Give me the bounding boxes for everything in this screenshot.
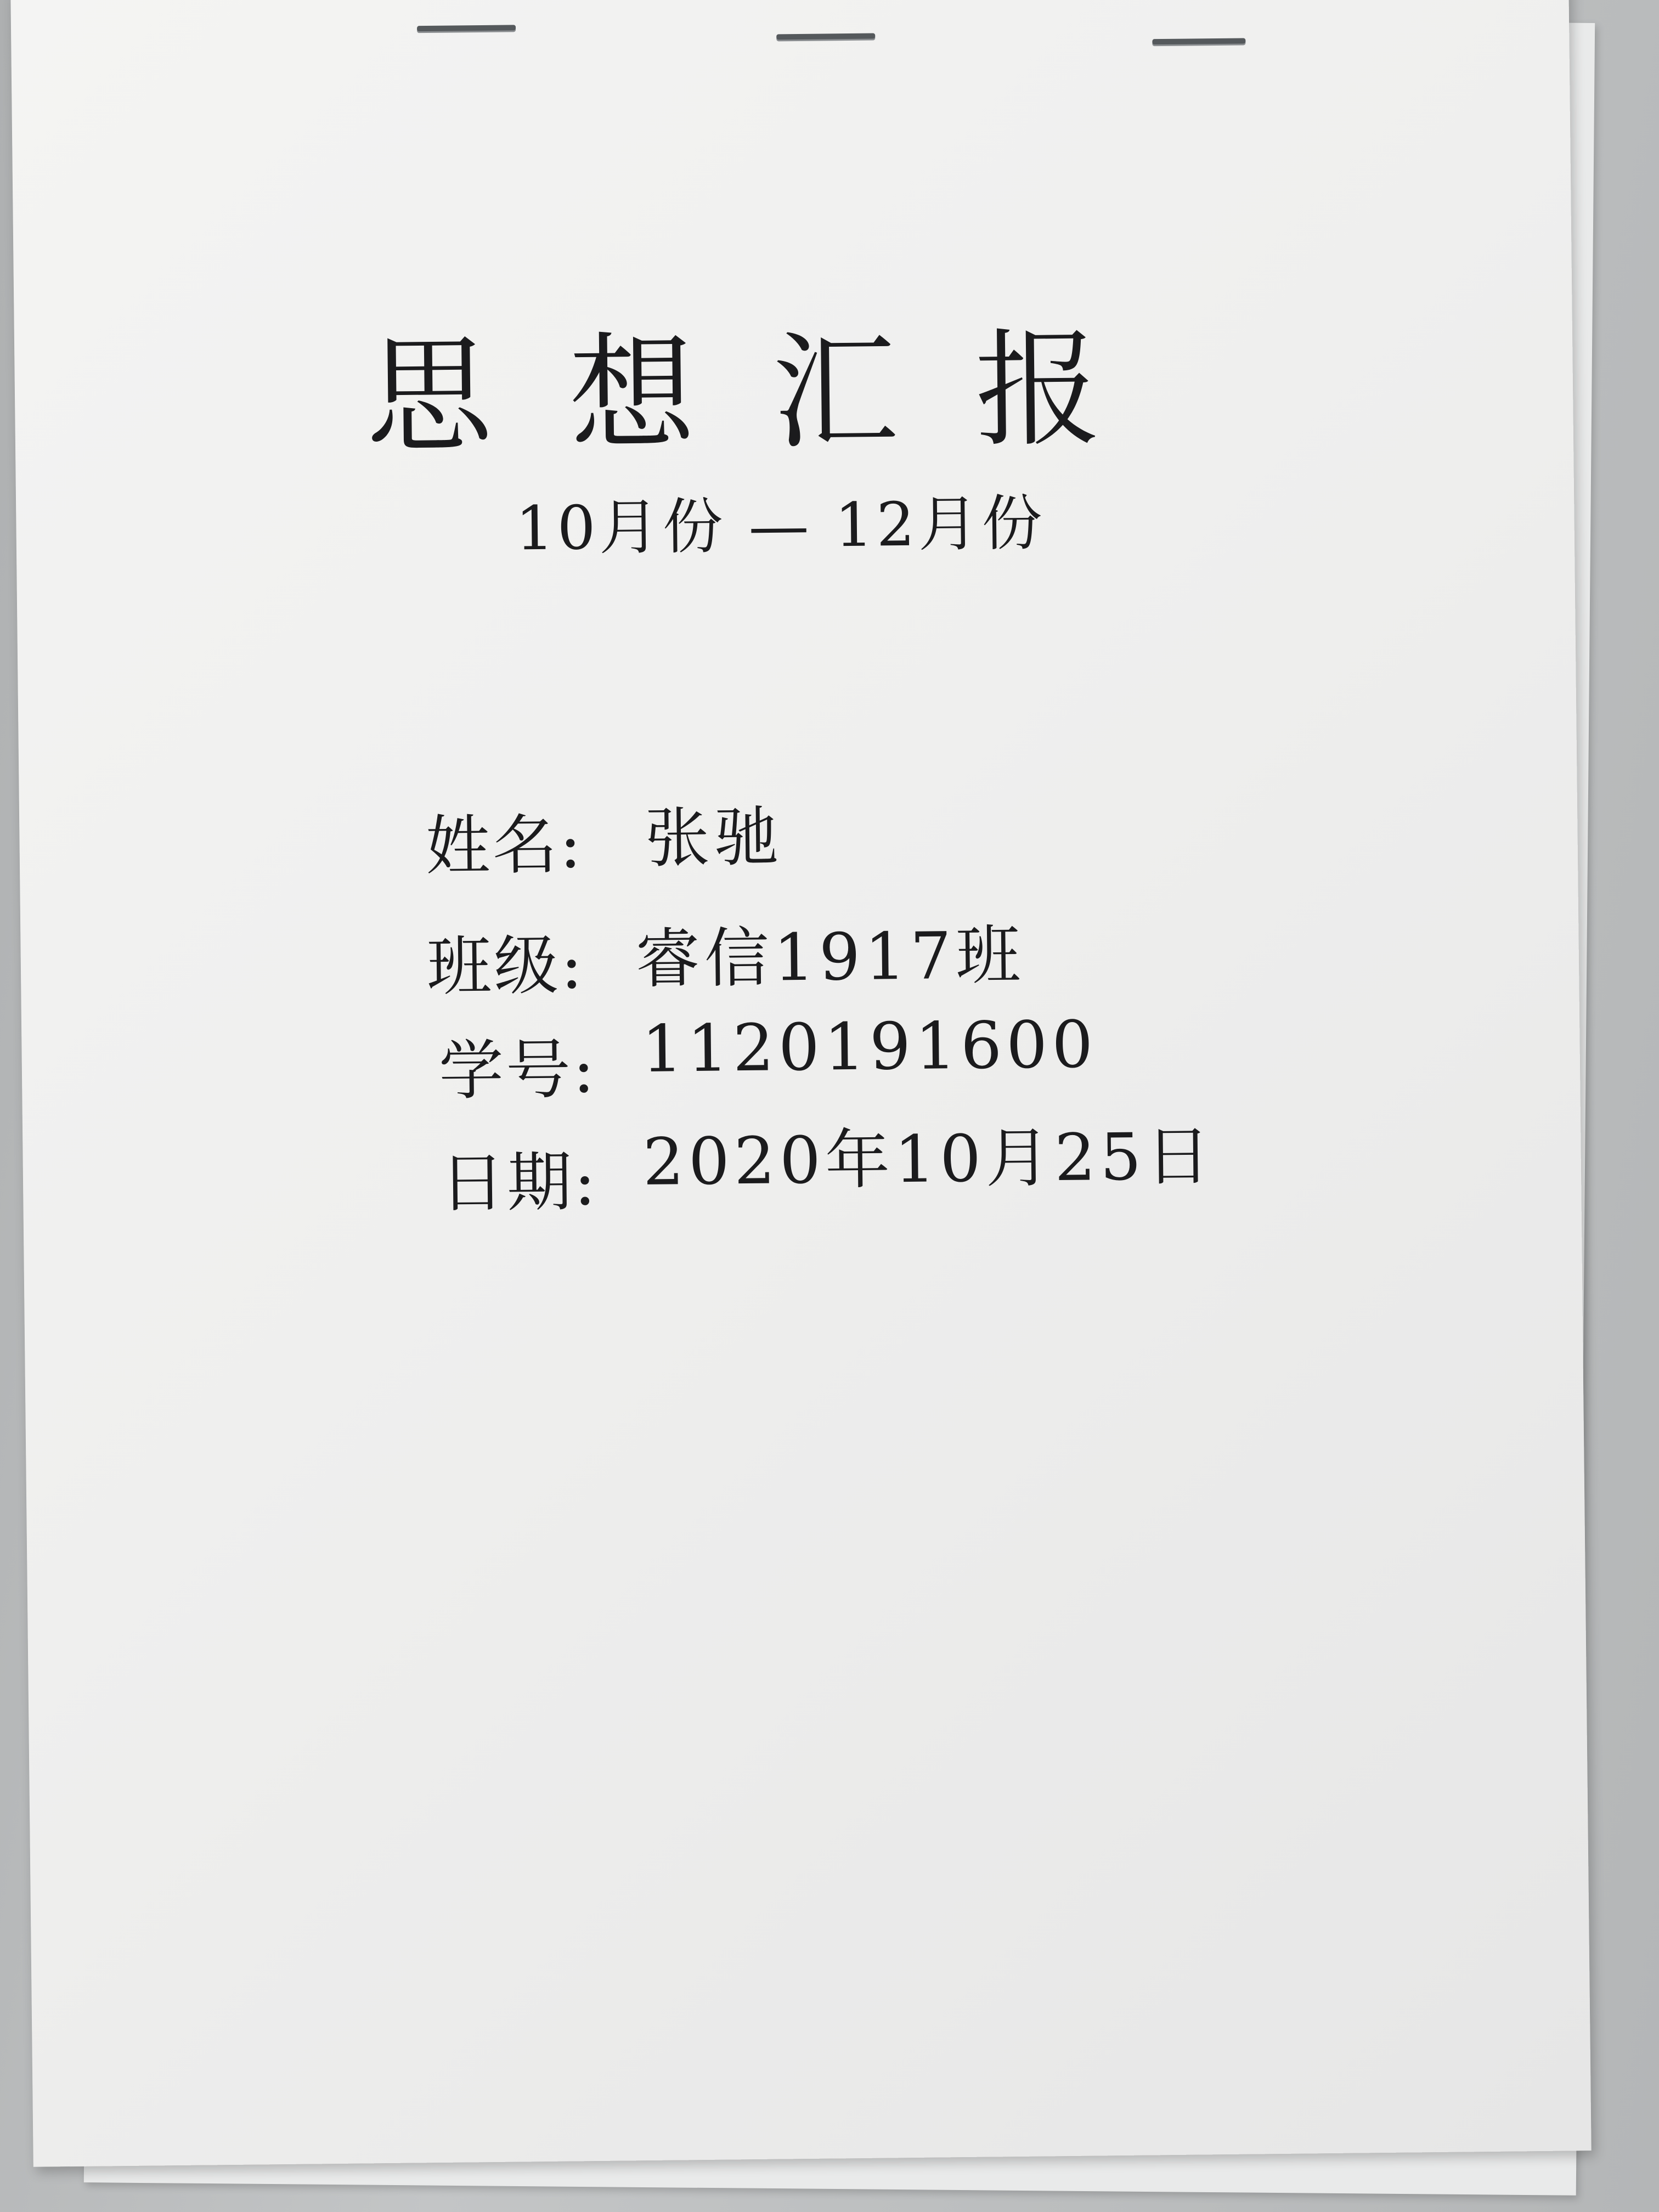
staple [776, 33, 875, 40]
date-value: 2020年10月25日 [642, 1118, 1215, 1200]
staple [1152, 38, 1245, 44]
student-id-label: 学号: [438, 1031, 597, 1109]
paper-sheet [10, 0, 1591, 2167]
date-label: 日期: [439, 1143, 599, 1221]
report-period: 10月份 — 12月份 [515, 488, 1046, 564]
class-label: 班级: [426, 927, 585, 1005]
student-id-value: 1120191600 [641, 1006, 1098, 1087]
report-title: 思想汇报 [365, 315, 1179, 471]
name-label: 姓名: [425, 806, 584, 884]
staple [417, 25, 516, 31]
class-value: 睿信1917班 [635, 917, 1025, 997]
name-value: 张驰 [644, 799, 784, 876]
